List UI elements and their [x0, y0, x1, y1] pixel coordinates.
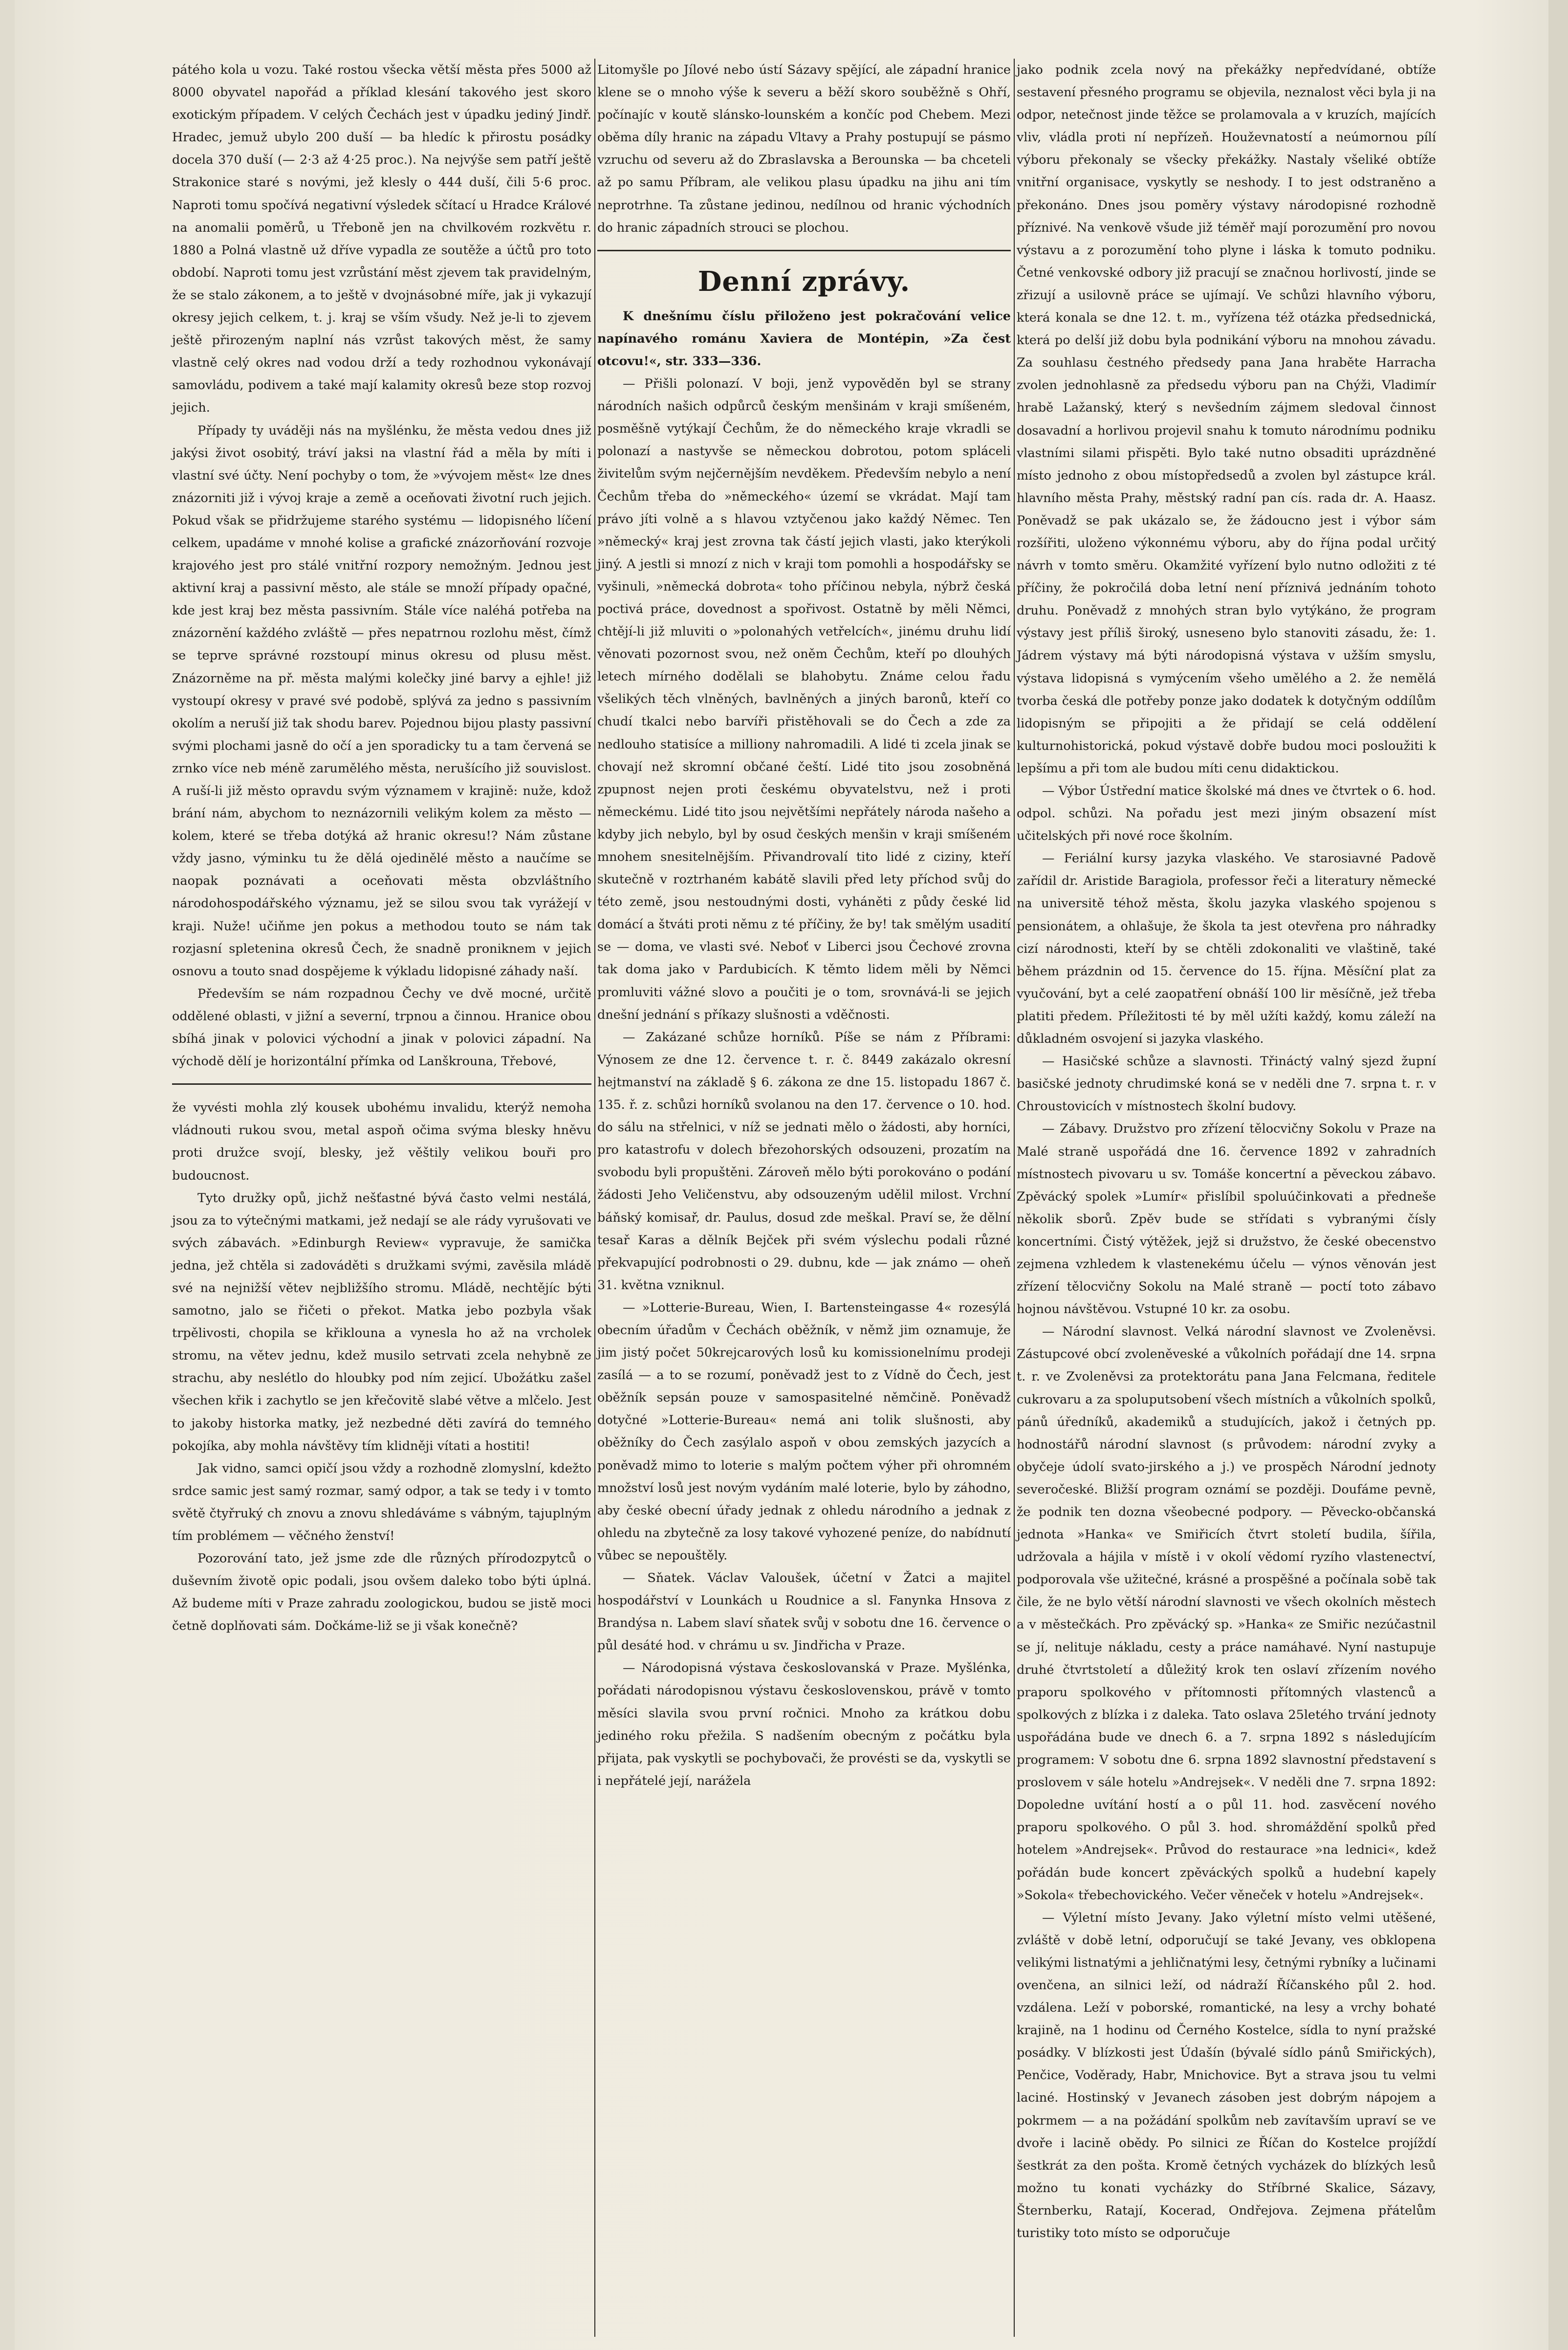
section-heading: Denní zprávy.	[697, 265, 911, 298]
page-edge-left	[0, 0, 15, 2350]
feuilleton-paragraph: Pozorování tato, jež jsme zde dle různých přírodozpytců o duševním životě opic podali, jsou ovšem daleko tobo býti úplná. Až budeme míti v Praze zahradu zoologickou, budou se jistě moci četně doplňovati sám. Dočkáme-liž se ji však konečně?	[172, 1551, 591, 1634]
news-notice: K dnešnímu číslu přiloženo jest pokračování velice napínavého románu Xaviera de Montépin, »Za čest otcovu!«, str. 333—336.	[597, 308, 1011, 369]
news-item: — Hasičské schůze a slavnosti. Třináctý valný sjezd župní basičské jednoty chrudimské koná se v neděli dne 7. srpna t. r. v Chroustovicích v místnostech školní budovy.	[1017, 1054, 1436, 1114]
article-paragraph: pátého kola u vozu. Také rostou všecka větší města přes 5000 až 8000 obyvatel napořád a příklad klesání takového jest skoro exotickým případem. V celých Čechách jest v úpadku jediný Jindř. Hradec, jemuž ubylo 200 duší — ba hledíc k přirostu posádky docela 370 duší (— 2·3 až 4·25 proc.). Na nejvýše sem patří ještě Strakonice staré s novými, jež klesly o 444 duší, čili 5·6 proc. Naproti tomu spočívá negativní výsledek sčítací u Hradce Králové na anomalii poměrů, u Třeboně jen na chvilkovém rozkvětu r. 1880 a Polná vlastně už dříve vypadla ze soutěže a účtů pro toto období. Naproti tomu jest vzrůstání měst zjevem tak pravidelným, že se stalo zákonem, a to ještě v dvojnásobné míře, jak ji vykazují okresy jejich celkem, t. j. kraj se vším všudy. Než je-li to zjevem ještě přirozeným naplní nás vzrůst takových měst, že samy vlastně celý okres nad vodou drží a tedy rozhodnou vykonávají samovládu, podivem a také mají kalamity okresů beze stop rozvoj jejich.	[172, 63, 591, 416]
news-item: — Feriální kursy jazyka vlaského. Ve starosiavné Padově zařídil dr. Aristide Baragiola, professor řeči a literatury německé na universitě téhož města, školu jazyka vlaského spojenou s pensionátem, a ohlašuje, že škola ta jest otevřena pro náhradky cizí národnosti, kteří by se chtěli zdokonaliti ve vlaštině, také během prázdnin od 15. července do 15. října. Měsíční plat za vyučování, byt a celé zaopatření obnáší 100 lir měsíčně, jež třeba platiti předem. Příležitosti té by měl užíti každý, komu záleží na důkladném osvojení si jazyka vlaského.	[1017, 851, 1436, 1047]
news-item: — Národní slavnost. Velká národní slavnost ve Zvoleněvsi. Zástupcové obcí zvoleněveské a vůkolních pořádají dne 14. srpna t. r. ve Zvoleněvsi za protektorátu pana Jana Felcmana, ředitele cukrovaru a za spoluputsobení všech místních a vůkolních spolků, pánů úředníků, akademiků a studujících, jakož i četných pp. hodnostářů národní slavnost (s průvodem: národní zvyky a obyčeje údolí svato-jirského a j.) ve prospěch Národní jednoty severočeské. Bližší program oznámí se později. Doufáme pevně, že podnik ten dozna všeobecné podpory. — Pěvecko-občanská jednota »Hanka« ve Smiřicích čtvrt století budila, šířila, udržovala a hájila v místě i v okolí vědomí ryzího vlastenectví, podporovala vše užitečné, krásné a prospěšné a počínala sobě tak čile, že ne bylo větší národní slavnosti ve všech okolních městech a v městečkách. Pro zpěvácký sp. »Hanka« ze Smiřic nezúčastnil se jí, nelituje nákladu, cesty a práce namáhavé. Nyní nastupuje druhé čtvrtstoletí a důležitý krok ten oslaví zřízením nového praporu spolkového v přítomnosti přítomných vlastenců a spolkových z blízka i z daleka. Tato oslava 25letého trvání jednoty uspořádána bude ve dnech 6. a 7. srpna 1892 s následujícím programem: V sobotu dne 6. srpna 1892 slavnostní představení s proslovem v sále hotelu »Andrejsek«. V neděli dne 7. srpna 1892: Dopoledne uvítání hostí a o půl 11. hod. zasvěcení nového praporu spolkového. O půl 3. hod. shromáždění spolků před hotelem »Andrejsek«. Průvod do restaurace »na lednici«, kdež pořádán bude koncert zpěváckých spolků a hudební kapely »Sokola« třebechovického. Večer věneček v hotelu »Andrejsek«.	[1017, 1324, 1436, 1903]
news-item: — Přišli polonazí. V boji, jenž vypověděn byl se strany národních našich odpůrců českým menšinám v kraji smíšeném, posměšně vytýkají Čechům, že do německého kraje vkradli se polonazí a nastyvše se německou dobrotou, potom spláceli živitelům svým nejčernějším nevděkem. Především nebylo a není Čechům třeba do »německého« území se vkrádat. Mají tam právo jíti volně a s hlavou vztyčenou jako každý Němec. Ten »německý« kraj jest zrovna tak částí jejich vlasti, jako kterýkoli jiný. A jestli si mnozí z nich v kraji tom pomohli a hospodářsky se vyšinuli, »německá dobrota« toho příčinou nebyla, nýbrž česká poctivá práce, dovednost a spořivost. Ostatně by měli Němci, chtějí-li již mluviti o »polonahých vetřelcích«, jinému druhu lidí věnovati pozornost svou, než oněm Čechům, kteří po dlouhých letech mírného dodělali se blahobytu. Známe celou řadu všelikých těch vlněných, bavlněných a jiných baronů, kteří co chudí tkalci nebo barvíři přistěhovali se do Čech a zde za nedlouho statisíce a milliony nahromadili. A lidé ti zcela jinak se chovají než skromní občané čeští. Lidé tito jsou zosobněná zpupnost nejen proti českému obyvatelstvu, než i proti německému. Lidé tito jsou největšími nepřátely národa našeho a kdyby jich nebylo, byl by osud českých menšin v kraji smíšeném mnohem snesitelnějším. Přivandrovalí tito lidé z ciziny, kteří skutečně v roztrhaném kabátě slavili před lety příchod svůj do této země, jsou nestoudnými dosti, vyháněti z půdy české lid domácí a štváti proti němu z té příčiny, že by! tak smělým usadití se — doma, ve vlasti své. Neboť v Liberci jsou Čechové zrovna tak doma jako v Pardubicích. K těmto lidem měli by Němci promluviti vážné slovo a poučiti je o tom, srovnává-li se jejich dnešní jednání s příkazy slušnosti a vděčnosti.	[597, 376, 1011, 1022]
article-paragraph: Především se nám rozpadnou Čechy ve dvě mocné, určitě oddělené oblasti, v jižní a severní, trpnou a činnou. Hranice obou sbíhá jinak v polovici východní a jinak v polovici západní. Na východě dělí je horizontální přímka od Lanškrouna, Třebové,	[172, 986, 591, 1069]
news-item: — Zábavy. Družstvo pro zřízení tělocvičny Sokolu v Praze na Malé straně uspořádá dne 16. července 1892 v zahradních místnostech pivovaru u sv. Tomáše koncertní a pěveckou zábavo. Zpěvácký spolek »Lumír« přislíbil spoluúčinkovati a předneše několik sborů. Zpěv bude se střídati s vybranými čísly koncertními. Čistý výtěžek, jejž si družstvo, že české obecenstvo zejmena vzhledem k vlastenekému účelu — výnos věnován jest zřízení tělocvičny Sokolu na Malé straně — poctí toto zábavo hojnou návštěvou. Vstupné 10 kr. za osobu.	[1017, 1121, 1436, 1317]
page-edge-right	[1548, 0, 1568, 2350]
feuilleton-paragraph: že vyvésti mohla zlý kousek ubohému invalidu, kterýž nemoha vládnouti rukou svou, metal aspoň očima svýma blesky hněvu proti družce svojí, blesky, jež věštily velikou bouři pro budoucnost.	[172, 1100, 591, 1183]
news-item: — Výletní místo Jevany. Jako výletní místo velmi utěšené, zvláště v době letní, odporučují se také Jevany, ves obklopena velikými listnatými a jehličnatými lesy, četnými rybníky a lučinami ovenčena, an silnici leží, od nádraží Říčanského půl 2. hod. vzdálena. Leží v poborské, romantické, na lesy a vrchy bohaté krajině, na 1 hodinu od Černého Kostelce, sídla to nyní pražské posádky. V blízkosti jest Údašín (bývalé sídlo pánů Smiřických), Penčice, Voděrady, Habr, Mnichovice. Byt a strava jsou tu velmi laciné. Hostinský v Jevanech zásoben jest dobrým nápojem a pokrmem — a na požádání spolkům neb zavítavším upraví se ve dvoře i lacině obědy. Po silnici ze Říčan do Kostelce projíždí šestkrát za den pošta. Kromě četných vycházek do blízkých lesů možno tu konati vycházky do Stříbrné Skalice, Sázavy, Šternberku, Ratají, Kocerad, Ondřejova. Zejmena přátelům turistiky toto místo se odporučuje	[1017, 1910, 1436, 2240]
column-3	[1017, 59, 1436, 2244]
news-item: — Národopisná výstava českoslovanská v Praze. Myšlénka, pořádati národopisnou výstavu československou, právě v tomto měsíci slavila svou první ročnici. Mnoho za krátkou dobu jediného roku přežila. S nadšením obecným z počátku byla přijata, pak vyskytli se pochybovači, že provésti se da, vyskytli se i nepřátelé její, narážela	[597, 1661, 1011, 1788]
column-2	[597, 59, 1011, 1792]
article-paragraph: Litomyšle po Jílové nebo ústí Sázavy spějící, ale západní hranice klene se o mnoho výše k severu a běží skoro souběžně s Ohří, počínajíc v koutě slánsko-lounském a končíc pod Chebem. Mezi oběma díly hranic na západu Vltavy a Prahy postupují se pásmo vzruchu od severu až do Zbraslavska a Berounska — ba chceteli až po samu Příbram, ale velikou plasu úpadku na jihu ani tím neprotrhne. Ta zůstane jedinou, nedílnou od hranic východních do hranic západních strouci se plochou.	[597, 63, 1011, 235]
column-1	[172, 59, 591, 1637]
news-item: — »Lotterie-Bureau, Wien, I. Bartensteingasse 4« rozesýlá obecním úřadům v Čechách oběžník, v němž jim oznamuje, že jim jistý počet 50krejcarových losů ku komissionelnímu prodeji zasílá — a to se rozumí, poněvadž jest to z Vídně do Čech, jest oběžník sepsán pouze v samospasitelné němčině. Poněvadž dotyčné »Lotterie-Bureau« nemá ani tolik slušnosti, aby oběžníky do Čech zasýlalo aspoň v obou zemských jazycích a poněvadž mimo to loterie s malým počtem výher při ohromném množství losů jest novým vydáním malé loterie, bylo by záhodno, aby české obecní úřady jednak z ohledu národního a jednak z ohledu na zbytečně za losy takové vyhozené peníze, do nabídnutí vůbec se nepouštěly.	[597, 1300, 1011, 1563]
section-divider	[597, 250, 1011, 251]
column-rule-2	[1014, 59, 1015, 2337]
feuilleton-paragraph: Jak vidno, samci opičí jsou vždy a rozhodně zlomyslní, kdežto srdce samic jest samý rozmar, samý odpor, a tak se tedy i v tomto světě čtyřruký ch znovu a znovu shledáváme s vábným, tajuplným tím problémem — věčného ženství!	[172, 1461, 591, 1543]
news-item: — Zakázané schůze horníků. Píše se nám z Příbrami: Výnosem ze dne 12. července t. r. č. 8449 zakázalo okresní hejtmanství na základě § 6. zákona ze dne 15. listopadu 1867 č. 135. ř. z. schůzi horníků svolanou na den 17. července o 10. hod. do sálu na střelnici, v níž se jednati mělo o žádosti, aby horníci, pro katastrofu v dolech březohorských odsouzeni, prozatím na svobodu byli propuštěni. Zároveň mělo býti porokováno o podání žádosti Jeho Veličenstvu, aby odsouzeným udělil milost. Vrchní báňský komisař, dr. Paulus, dosud zde meškal. Praví se, že dělní tesař Karas a dělník Bejček při svém výslechu podali různé překvapující podrobnosti o 29. dubnu, kde — jak známo — oheň 31. května vzniknul.	[597, 1030, 1011, 1293]
news-item: jako podnik zcela nový na překážky nepředvídané, obtíže sestavení přesného programu se objevila, neznalost věci byla ji na odpor, netečnost jinde těžce se prolamovala a v kruzích, majících vliv, vládla proti ní nepřízeň. Houževnatostí a neúmornou pílí výboru překonaly se všecky překážky. Nastaly všeliké obtíže vnitřní organisace, vyskytly se neshody. I to jest odstraněno a překonáno. Dnes jsou poměry výstavy národopisné rozhodně příznivé. Na venkově všude již téměř mají porozumění pro novou výstavu a z porozumění toho plyne i láska k tomuto podniku. Četné venkovské odbory již pracují se značnou horlivostí, jinde se zřizují a usilovně práce se ujímají. Ve schůzi hlavního výboru, která konala se dne 12. t. m., vyřízena též otázka předsednická, která po delší již dobu byla podnikání výboru na mnohou závadu. Za souhlasu čestného předsedy pana Jana hraběte Harracha zvolen jednohlasně za předsedu výboru pan na Chýži, Vladimír hrabě Lažanský, který s nevšedním zájmem sledoval činnost dosavadní a horlivou projevil snahu k tomuto národnímu podniku vlastními silami přispěti. Bylo také nutno obsaditi uprázdněné místo jednoho z obou místopředsedů a zvolen byl zástupce král. hlavního města Prahy, městský radní pan cís. rada dr. A. Haasz. Poněvadž se pak ukázalo se, že žádoucno jest i výbor sám rozšířiti, uloženo výkonnému výboru, aby do října podal určitý návrh v tomto směru. Okamžité vyřízení bylo nutno odložiti z té příčiny, že pokročilá doba letní není příznivá jednáním tohoto druhu. Poněvadž z mnohých stran bylo vytýkáno, že program výstavy jest příliš široký, usneseno bylo stanoviti zásadu, že: 1. Jádrem výstavy má býti národopisná výstava v užším smyslu, výstava lidopisná s vymýcením všeho umělého a 2. že nemělá tvorba česká dle potřeby ponze jako dodatek k dotyčným oddílům lidopisným se připojiti a že přidají se celá oddělení kulturnohistorická, pokud výstavě dobře budou moci posloužiti k lepšímu a při tom ale budou míti cenu didaktickou.	[1017, 63, 1436, 776]
column-rule-1	[594, 59, 595, 2337]
feuilleton-paragraph: Tyto družky opů, jichž nešťastné bývá často velmi nestálá, jsou za to výtečnými matkami, jež nedají se ale rády vyrušovati ve svých zábavách. »Edinburgh Review« vypravuje, že samička jedna, jež chtěla si zadováděti s družkami svými, zavěsila mládě své na nejnižší větev nejbližšího stromu. Mládě, nechtějíc býti samotno, jalo se řičeti o překot. Matka jebo pozbyla však trpělivosti, chopila se křiklouna a vynesla ho až na vrcholek stromu, na větev jednu, kdež musilo setrvati zcela nehybně ze strachu, aby neslétlo do hloubky pod ním zejicí. Ubožátku zašel všechen křik i zachytlo se jen křečovitě slabé větve a mlčelo. Jest to jakoby historka matky, jež nezbedné děti zavírá do temného pokojíka, aby mohla návštěvy tím klidněji vítati a hostiti!	[172, 1190, 591, 1453]
section-divider	[172, 1083, 591, 1085]
article-paragraph: Případy ty uváději nás na myšlénku, že města vedou dnes již jakýsi život osobitý, tráví jaksi na vlastní řád a měla by míti i vlastní své účty. Není pochyby o tom, že »vývojem měst« lze dnes znázorniti již i vývoj kraje a země a oceňovati životní ruch jejich. Pokud však se přidržujeme starého systému — lidopisného líčení celkem, upadáme v mnohé kolise a grafické znázorňování rozvoje krajového jest pro stálé vnitřní rozpory nemožným. Jednou jest aktivní kraj a passivní město, ale stále se množí případy opačné, kde jest kraj bez města passivním. Stále více naléhá potřeba na znázornění každého zvláště — přes nepatrnou rozlohu měst, čímž se teprve správné rozstoupí minus okresu od plusu měst. Znázorněme na př. města malými kolečky jiné barvy a ejhle! již vystoupí okresy v pravé své podobě, splývá za jedno s passivním okolím a neruší již tak shodu barev. Pojednou bijou plasty passivní svými plochami jasně do očí a jen sporadicky tu a tam červená se zrnko více neb méně zarumělého města, nerušícího již souvislost. A ruší-li již město opravdu svým významem v krajině: nuže, kdož brání nám, abychom to neznázornili velikým kolem za město — kolem, které se třeba dotýká až hranic okresu!? Nám zůstane vždy jasno, výminku tu že dělá ojedinělé město a naučíme se naopak poznávati a oceňovati města obzvláštního národohospodářského významu, jež se silou svou tak vyrážejí v kraji. Nuže! učiňme jen pokus a methodou touto se nám tak rozjasní spletenina okresů Čech, že snadně proniknem v jejich osnovu a touto snad dospějeme k výkladu lidopisné záhady naší.	[172, 423, 591, 979]
news-item: — Výbor Ústřední matice školské má dnes ve čtvrtek o 6. hod. odpol. schůzi. Na pořadu jest mezi jiným obsazení míst učitelských při nové roce školním.	[1017, 784, 1436, 844]
news-item: — Sňatek. Václav Valoušek, účetní v Žatci a majitel hospodářství v Lounkách u Roudnice a sl. Fanynka Hnsova z Brandýsa n. Labem slaví sňatek svůj v sobotu dne 16. července o půl desáté hod. v chrámu u sv. Jindřicha v Praze.	[597, 1571, 1011, 1653]
